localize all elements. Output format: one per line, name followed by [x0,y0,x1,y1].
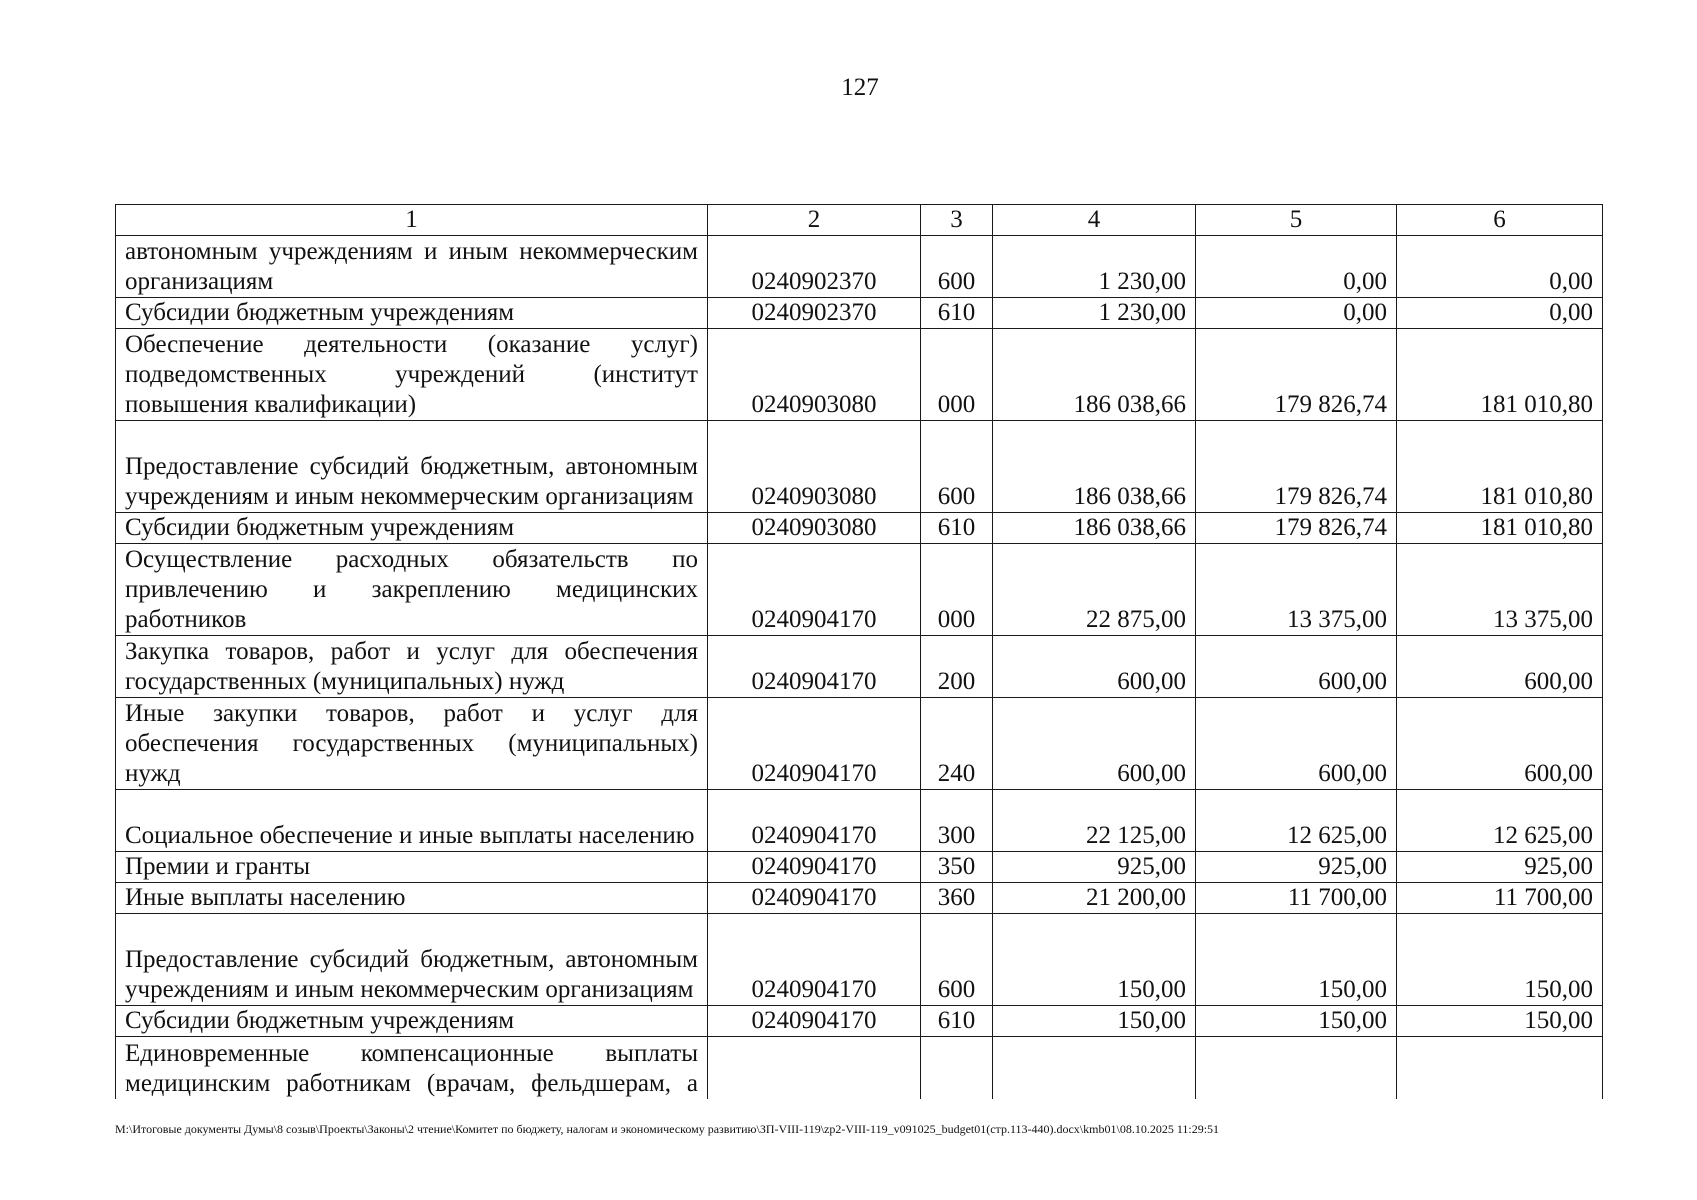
row-value-col4: 186 038,66 [993,329,1196,421]
row-value-col6: 925,00 [1397,852,1603,883]
row-value-col4: 600,00 [993,698,1196,790]
row-value-col6: 181 010,80 [1397,329,1603,421]
row-value-col6 [1397,1037,1603,1099]
row-description: Иные закупки товаров, работ и услуг для обеспечения государственных (муниципальных) нужд [116,698,708,790]
row-code [708,1037,921,1099]
row-value-col5: 179 826,74 [1196,329,1397,421]
row-value-col6: 0,00 [1397,236,1603,298]
row-code: 0240904170 [708,1006,921,1037]
row-code: 0240904170 [708,883,921,914]
row-value-col4: 186 038,66 [993,513,1196,544]
column-header: 1 [116,205,708,236]
row-description: Предоставление субсидий бюджетным, автономным учреждениям и иным некоммерческим организациям [116,914,708,1006]
table-header-row [116,205,1603,236]
table-row [116,636,1603,698]
table-row [116,1006,1603,1037]
row-value-col5: 179 826,74 [1196,513,1397,544]
row-value-col6: 150,00 [1397,1006,1603,1037]
row-value-col5: 0,00 [1196,236,1397,298]
row-description: Обеспечение деятельности (оказание услуг) подведомственных учреждений (институт повышения квалификации) [116,329,708,421]
row-code: 0240904170 [708,790,921,852]
row-value-col5: 150,00 [1196,1006,1397,1037]
row-value-col5: 0,00 [1196,298,1397,329]
row-value-col6: 12 625,00 [1397,790,1603,852]
row-description: Субсидии бюджетным учреждениям [116,1006,708,1037]
row-description: Закупка товаров, работ и услуг для обеспечения государственных (муниципальных) нужд [116,636,708,698]
table-row [116,698,1603,790]
row-expense-type [921,1037,993,1099]
row-value-col6: 181 010,80 [1397,513,1603,544]
row-description: Субсидии бюджетным учреждениям [116,298,708,329]
column-header: 3 [921,205,993,236]
row-expense-type: 350 [921,852,993,883]
table-row [116,544,1603,636]
footer-file-path: M:\Итоговые документы Думы\8 созыв\Проекты\Законы\2 чтение\Комитет по бюджету, налогам и экономическому развитию\ЗП-VIII-119\zp2-VIII-119_v091025_budget01(стр.113-440).docx\kmb01\08.10.2025 11:29:51 [115,1122,1220,1136]
row-value-col5: 13 375,00 [1196,544,1397,636]
column-header: 5 [1196,205,1397,236]
row-value-col5: 600,00 [1196,636,1397,698]
row-value-col4: 600,00 [993,636,1196,698]
row-expense-type: 360 [921,883,993,914]
row-code: 0240903080 [708,329,921,421]
row-expense-type: 610 [921,1006,993,1037]
row-value-col4: 186 038,66 [993,421,1196,513]
table-row [116,298,1603,329]
row-value-col4 [993,1037,1196,1099]
row-value-col4: 21 200,00 [993,883,1196,914]
row-code: 0240903080 [708,421,921,513]
row-value-col4: 925,00 [993,852,1196,883]
column-header: 2 [708,205,921,236]
table-row [116,883,1603,914]
table-row [116,513,1603,544]
row-value-col4: 1 230,00 [993,298,1196,329]
table-row [116,914,1603,1006]
table-row [116,1037,1603,1099]
column-header: 6 [1397,205,1603,236]
page-number: 127 [841,74,879,101]
row-value-col6: 11 700,00 [1397,883,1603,914]
row-expense-type: 610 [921,513,993,544]
column-header: 4 [993,205,1196,236]
row-expense-type: 200 [921,636,993,698]
row-description: Субсидии бюджетным учреждениям [116,513,708,544]
row-value-col5: 150,00 [1196,914,1397,1006]
row-value-col5 [1196,1037,1397,1099]
row-expense-type: 610 [921,298,993,329]
row-value-col4: 22 875,00 [993,544,1196,636]
row-value-col6: 13 375,00 [1397,544,1603,636]
row-code: 0240904170 [708,636,921,698]
row-expense-type: 000 [921,544,993,636]
table-row [116,852,1603,883]
table-row [116,236,1603,298]
row-description: Социальное обеспечение и иные выплаты населению [116,790,708,852]
row-value-col5: 11 700,00 [1196,883,1397,914]
row-value-col5: 925,00 [1196,852,1397,883]
row-description: автономным учреждениям и иным некоммерческим организациям [116,236,708,298]
budget-table [115,204,1603,1099]
row-expense-type: 600 [921,421,993,513]
row-code: 0240904170 [708,544,921,636]
row-value-col6: 600,00 [1397,636,1603,698]
row-value-col6: 150,00 [1397,914,1603,1006]
row-value-col6: 0,00 [1397,298,1603,329]
row-value-col5: 179 826,74 [1196,421,1397,513]
row-description: Предоставление субсидий бюджетным, автономным учреждениям и иным некоммерческим организациям [116,421,708,513]
row-value-col6: 181 010,80 [1397,421,1603,513]
row-code: 0240902370 [708,298,921,329]
row-value-col4: 22 125,00 [993,790,1196,852]
table-row [116,329,1603,421]
table-row [116,421,1603,513]
row-description: Единовременные компенсационные выплаты медицинским работникам (врачам, фельдшерам, а [116,1037,708,1099]
row-expense-type: 300 [921,790,993,852]
row-code: 0240902370 [708,236,921,298]
row-value-col5: 600,00 [1196,698,1397,790]
row-value-col6: 600,00 [1397,698,1603,790]
row-code: 0240904170 [708,698,921,790]
row-code: 0240903080 [708,513,921,544]
row-expense-type: 600 [921,914,993,1006]
row-value-col5: 12 625,00 [1196,790,1397,852]
row-value-col4: 1 230,00 [993,236,1196,298]
row-description: Премии и гранты [116,852,708,883]
row-description: Осуществление расходных обязательств по привлечению и закреплению медицинских работников [116,544,708,636]
row-code: 0240904170 [708,852,921,883]
row-value-col4: 150,00 [993,1006,1196,1037]
table-row [116,790,1603,852]
row-expense-type: 000 [921,329,993,421]
row-code: 0240904170 [708,914,921,1006]
row-expense-type: 600 [921,236,993,298]
row-description: Иные выплаты населению [116,883,708,914]
row-expense-type: 240 [921,698,993,790]
row-value-col4: 150,00 [993,914,1196,1006]
